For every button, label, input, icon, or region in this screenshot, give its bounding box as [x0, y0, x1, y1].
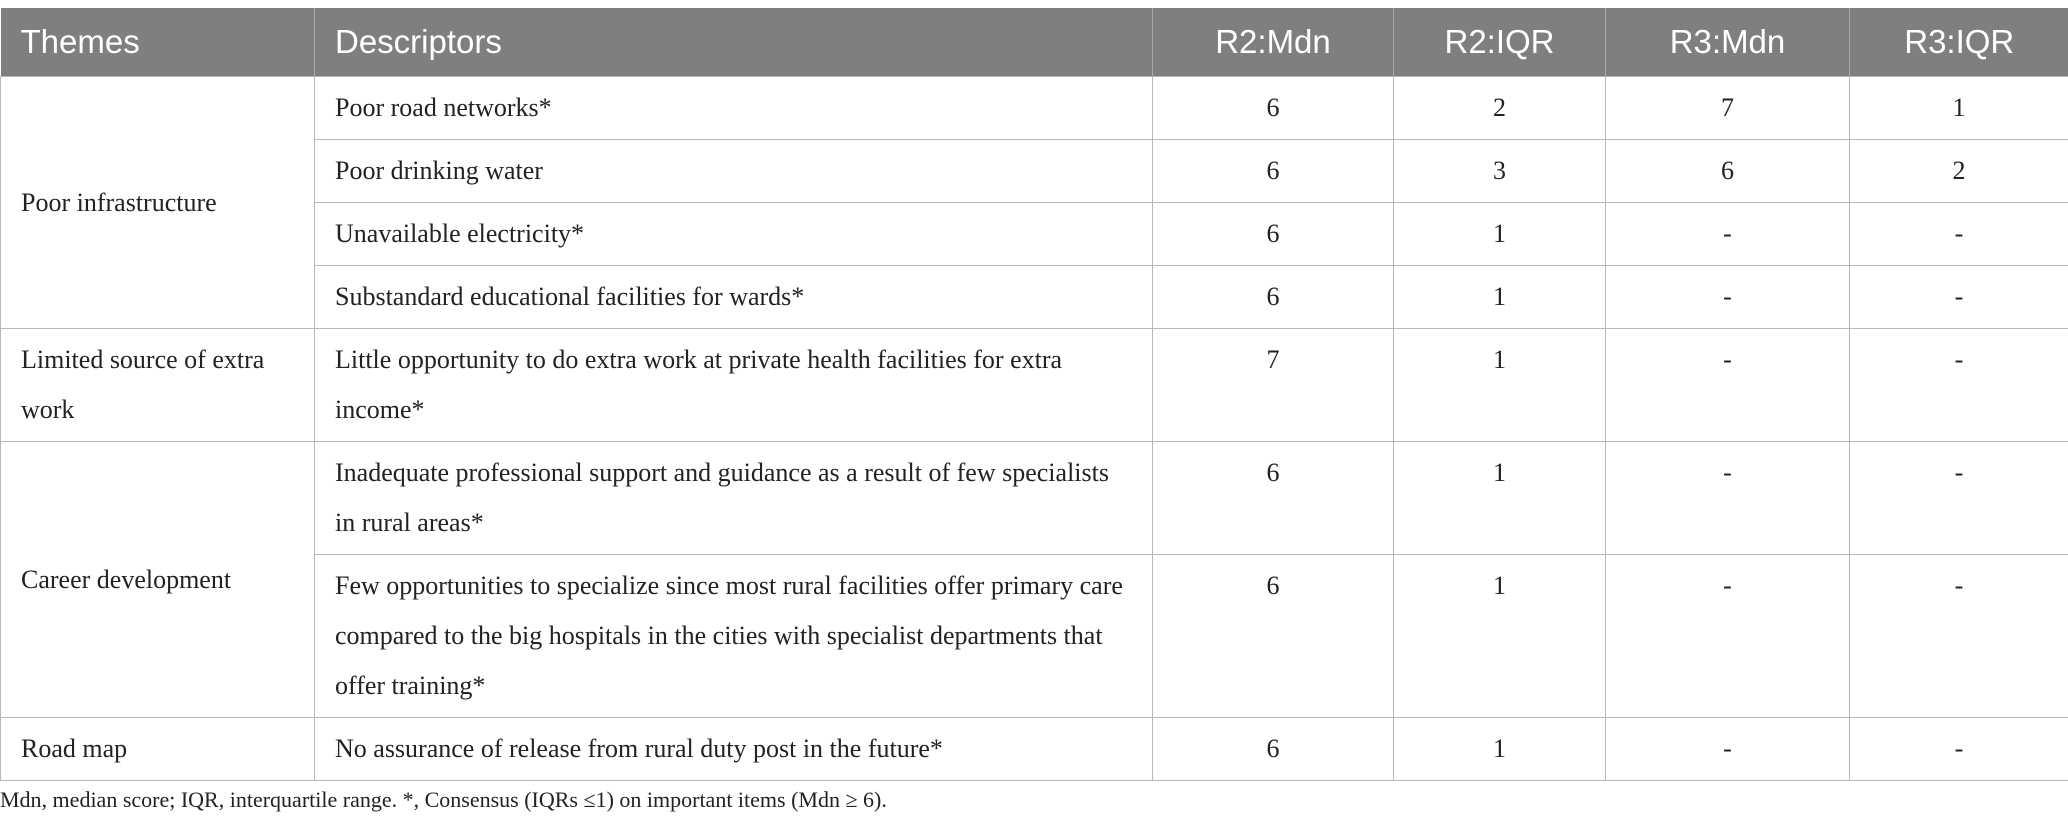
theme-cell: Limited source of extra work	[1, 329, 315, 442]
table-container	[0, 8, 2068, 781]
r2-mdn-cell: 6	[1153, 555, 1394, 718]
consensus-table	[0, 8, 2068, 781]
r2-iqr-cell: 1	[1394, 718, 1606, 781]
r2-mdn-cell: 6	[1153, 140, 1394, 203]
r3-iqr-cell: -	[1850, 555, 2068, 718]
r2-iqr-cell: 2	[1394, 77, 1606, 140]
r3-mdn-cell: 7	[1606, 77, 1850, 140]
table-row	[1, 718, 2068, 781]
r2-mdn-cell: 7	[1153, 329, 1394, 442]
descriptor-cell: Inadequate professional support and guidance as a result of few specialists in rural areas*	[315, 442, 1153, 555]
header-themes: Themes	[1, 8, 315, 77]
r3-mdn-cell: -	[1606, 555, 1850, 718]
r3-mdn-cell: -	[1606, 329, 1850, 442]
descriptor-cell: Little opportunity to do extra work at private health facilities for extra income*	[315, 329, 1153, 442]
r3-mdn-cell: -	[1606, 203, 1850, 266]
r3-iqr-cell: -	[1850, 266, 2068, 329]
r2-iqr-cell: 3	[1394, 140, 1606, 203]
r3-mdn-cell: -	[1606, 442, 1850, 555]
descriptor-cell: No assurance of release from rural duty post in the future*	[315, 718, 1153, 781]
r3-mdn-cell: -	[1606, 718, 1850, 781]
r3-iqr-cell: 1	[1850, 77, 2068, 140]
r2-mdn-cell: 6	[1153, 266, 1394, 329]
table-row	[1, 442, 2068, 555]
r3-iqr-cell: -	[1850, 203, 2068, 266]
header-r2-mdn: R2:Mdn	[1153, 8, 1394, 77]
descriptor-cell: Few opportunities to specialize since most rural facilities offer primary care compared to the big hospitals in the cities with specialist departments that offer training*	[315, 555, 1153, 718]
r3-mdn-cell: 6	[1606, 140, 1850, 203]
r3-iqr-cell: -	[1850, 329, 2068, 442]
header-descriptors: Descriptors	[315, 8, 1153, 77]
r3-iqr-cell: -	[1850, 442, 2068, 555]
r2-iqr-cell: 1	[1394, 203, 1606, 266]
descriptor-cell: Substandard educational facilities for wards*	[315, 266, 1153, 329]
theme-cell: Road map	[1, 718, 315, 781]
r2-mdn-cell: 6	[1153, 442, 1394, 555]
descriptor-cell: Poor drinking water	[315, 140, 1153, 203]
r2-mdn-cell: 6	[1153, 203, 1394, 266]
table-row	[1, 77, 2068, 140]
descriptor-cell: Unavailable electricity*	[315, 203, 1153, 266]
header-row	[1, 8, 2068, 77]
table-row	[1, 329, 2068, 442]
r2-iqr-cell: 1	[1394, 266, 1606, 329]
r3-iqr-cell: -	[1850, 718, 2068, 781]
r3-iqr-cell: 2	[1850, 140, 2068, 203]
table-footnote: Mdn, median score; IQR, interquartile range. *, Consensus (IQRs ≤1) on important items (Mdn ≥ 6).	[0, 787, 887, 812]
header-r3-iqr: R3:IQR	[1850, 8, 2068, 77]
header-r3-mdn: R3:Mdn	[1606, 8, 1850, 77]
r2-iqr-cell: 1	[1394, 442, 1606, 555]
r2-mdn-cell: 6	[1153, 77, 1394, 140]
descriptor-cell: Poor road networks*	[315, 77, 1153, 140]
r2-mdn-cell: 6	[1153, 718, 1394, 781]
r2-iqr-cell: 1	[1394, 329, 1606, 442]
theme-cell: Career development	[1, 442, 315, 718]
header-r2-iqr: R2:IQR	[1394, 8, 1606, 77]
r2-iqr-cell: 1	[1394, 555, 1606, 718]
theme-cell: Poor infrastructure	[1, 77, 315, 329]
r3-mdn-cell: -	[1606, 266, 1850, 329]
